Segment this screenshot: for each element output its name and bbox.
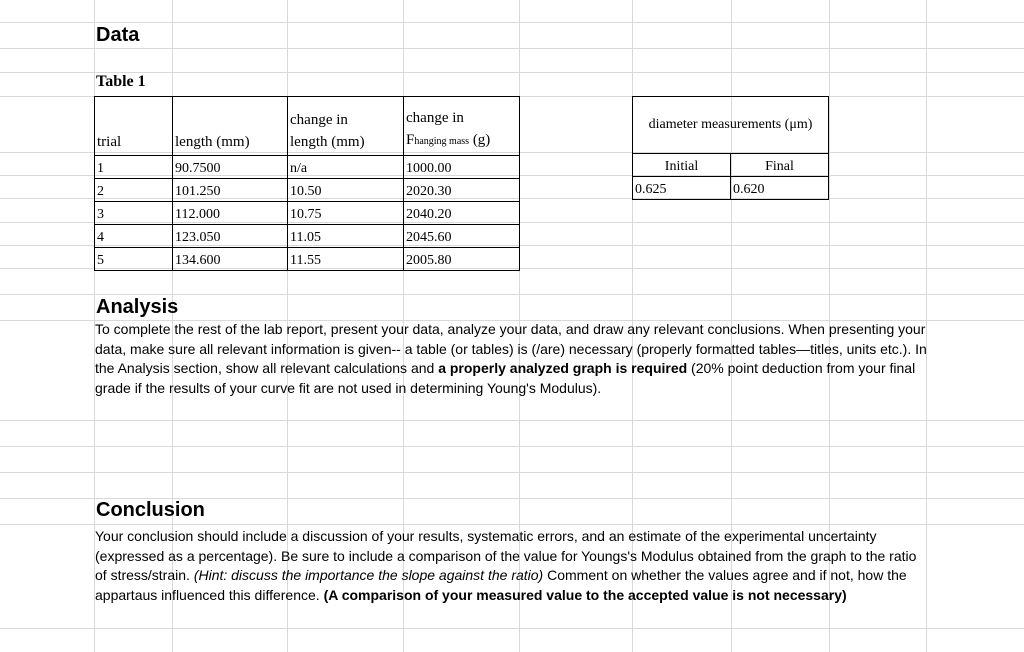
table-row (95, 179, 520, 202)
cell-trial[interactable]: 1 (95, 156, 173, 179)
cell-trial[interactable]: 3 (95, 202, 173, 225)
table-row (95, 225, 520, 248)
header-change-length-line2: length (mm) (290, 134, 365, 150)
diameter-final-label[interactable]: Final (731, 154, 829, 177)
cell-delta-force[interactable]: 1000.00 (404, 156, 520, 179)
conclusion-heading: Conclusion (96, 499, 205, 521)
header-change-force[interactable] (404, 97, 520, 156)
data-heading: Data (96, 24, 140, 46)
header-trial[interactable]: trial (95, 97, 173, 156)
cell-length[interactable]: 112.000 (173, 202, 288, 225)
header-change-length-line1: change in (290, 112, 348, 128)
table-row (95, 156, 520, 179)
table-header-row (95, 97, 520, 156)
cell-delta-length[interactable]: n/a (288, 156, 404, 179)
cell-trial[interactable]: 5 (95, 248, 173, 271)
analysis-paragraph[interactable]: To complete the rest of the lab report, present your data, analyze your data, and draw any relevant conclusions. When presenting your data, make sure all relevant information is given-- a table (or tables) is (/are) necessary (properly formatted tables—titles, units etc.). In the Analysis section, show all relevant calculations and a properly analyzed graph is required (20% point deduction from your final grade if the results of your curve fit are not used in determining Young's Modulus). (95, 321, 927, 396)
cell-delta-force[interactable]: 2040.20 (404, 202, 520, 225)
diameter-table (632, 96, 829, 200)
cell-delta-force[interactable]: 2005.80 (404, 248, 520, 271)
diameter-initial-value[interactable]: 0.625 (633, 177, 731, 200)
header-change-force-line2: Fhanging mass (g) (406, 132, 491, 148)
analysis-heading: Analysis (96, 296, 179, 318)
diameter-title[interactable]: diameter measurements (μm) (633, 97, 829, 154)
diameter-final-value[interactable]: 0.620 (731, 177, 829, 200)
cell-length[interactable]: 134.600 (173, 248, 288, 271)
cell-length[interactable]: 101.250 (173, 179, 288, 202)
measurements-table (94, 96, 520, 271)
cell-delta-force[interactable]: 2020.30 (404, 179, 520, 202)
diameter-initial-label[interactable]: Initial (633, 154, 731, 177)
cell-delta-length[interactable]: 10.75 (288, 202, 404, 225)
cell-delta-force[interactable]: 2045.60 (404, 225, 520, 248)
table-row (95, 202, 520, 225)
header-change-force-line1: change in (406, 110, 464, 126)
conclusion-paragraph[interactable]: Your conclusion should include a discussion of your results, systematic errors, and an estimate of the experimental uncertainty (expressed as a percentage). Be sure to include a comparison of the value for Youngs's Modulus obtained from the graph to the ratio of stress/strain. (Hint: discuss the importance the slope against the ratio) Comment on whether the values agree and if not, how the appartaus influenced this difference. (A comparison of your measured value to the accepted value is not necessary) (95, 528, 917, 603)
cell-trial[interactable]: 4 (95, 225, 173, 248)
cell-delta-length[interactable]: 11.55 (288, 248, 404, 271)
table-row (95, 248, 520, 271)
table-caption: Table 1 (96, 73, 146, 90)
header-length[interactable]: length (mm) (173, 97, 288, 156)
cell-delta-length[interactable]: 10.50 (288, 179, 404, 202)
cell-delta-length[interactable]: 11.05 (288, 225, 404, 248)
header-change-length[interactable] (288, 97, 404, 156)
cell-trial[interactable]: 2 (95, 179, 173, 202)
cell-length[interactable]: 123.050 (173, 225, 288, 248)
cell-length[interactable]: 90.7500 (173, 156, 288, 179)
